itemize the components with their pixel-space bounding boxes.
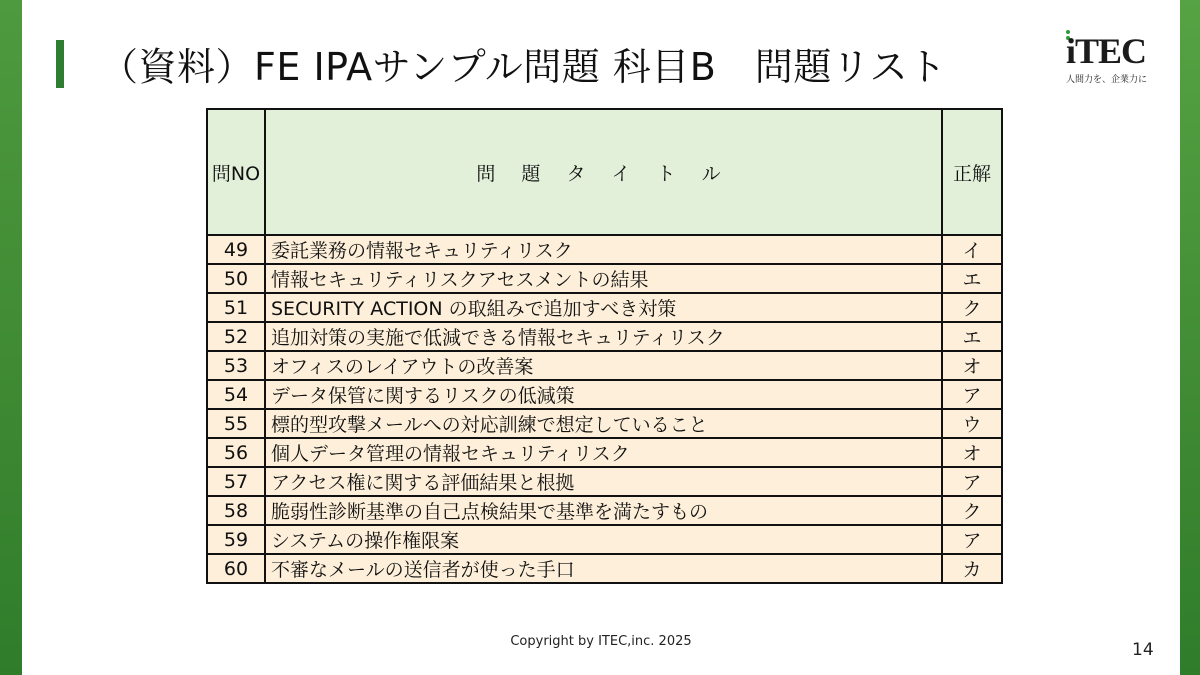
table-row bbox=[207, 293, 1002, 322]
row-answer: ウ bbox=[942, 409, 1002, 438]
row-title: 不審なメールの送信者が使った手口 bbox=[265, 554, 942, 583]
row-answer: カ bbox=[942, 554, 1002, 583]
header-answer: 正解 bbox=[942, 109, 1002, 235]
row-no: 50 bbox=[207, 264, 265, 293]
header-no: 問NO bbox=[207, 109, 265, 235]
right-decor-band bbox=[1180, 0, 1200, 675]
row-answer: オ bbox=[942, 351, 1002, 380]
row-no: 58 bbox=[207, 496, 265, 525]
header-title: 問 題 タ イ ト ル bbox=[265, 109, 942, 235]
row-title: 脆弱性診断基準の自己点検結果で基準を満たすもの bbox=[265, 496, 942, 525]
row-title: 情報セキュリティリスクアセスメントの結果 bbox=[265, 264, 942, 293]
table-row bbox=[207, 496, 1002, 525]
row-title: オフィスのレイアウトの改善案 bbox=[265, 351, 942, 380]
row-title: 追加対策の実施で低減できる情報セキュリティリスク bbox=[265, 322, 942, 351]
logo-text: iTEC bbox=[1066, 31, 1147, 71]
copyright-text: Copyright by ITEC,inc. 2025 bbox=[510, 634, 692, 649]
table-row bbox=[207, 467, 1002, 496]
row-no: 60 bbox=[207, 554, 265, 583]
table-row bbox=[207, 554, 1002, 583]
row-answer: イ bbox=[942, 235, 1002, 264]
row-no: 54 bbox=[207, 380, 265, 409]
row-title: データ保管に関するリスクの低減策 bbox=[265, 380, 942, 409]
row-title: 委託業務の情報セキュリティリスク bbox=[265, 235, 942, 264]
row-answer: オ bbox=[942, 438, 1002, 467]
row-no: 52 bbox=[207, 322, 265, 351]
row-title: システムの操作権限案 bbox=[265, 525, 942, 554]
row-title: 標的型攻撃メールへの対応訓練で想定していること bbox=[265, 409, 942, 438]
row-title: 個人データ管理の情報セキュリティリスク bbox=[265, 438, 942, 467]
row-no: 56 bbox=[207, 438, 265, 467]
row-no: 53 bbox=[207, 351, 265, 380]
row-answer: エ bbox=[942, 322, 1002, 351]
left-decor-band bbox=[0, 0, 22, 675]
logo-tagline: 人間力を、企業力に bbox=[1066, 75, 1148, 85]
row-answer: エ bbox=[942, 264, 1002, 293]
row-no: 51 bbox=[207, 293, 265, 322]
row-no: 57 bbox=[207, 467, 265, 496]
row-no: 49 bbox=[207, 235, 265, 264]
title-accent-bar bbox=[56, 40, 64, 88]
page-number: 14 bbox=[1132, 640, 1154, 660]
table-header-row bbox=[207, 109, 1002, 235]
table-row bbox=[207, 380, 1002, 409]
table-row bbox=[207, 351, 1002, 380]
table-row bbox=[207, 409, 1002, 438]
table-row bbox=[207, 322, 1002, 351]
table-row bbox=[207, 438, 1002, 467]
row-title: アクセス権に関する評価結果と根拠 bbox=[265, 467, 942, 496]
table-row bbox=[207, 235, 1002, 264]
itec-logo bbox=[1062, 30, 1172, 90]
table-row bbox=[207, 525, 1002, 554]
row-no: 55 bbox=[207, 409, 265, 438]
row-answer: ク bbox=[942, 496, 1002, 525]
row-answer: ク bbox=[942, 293, 1002, 322]
row-answer: ア bbox=[942, 525, 1002, 554]
row-answer: ア bbox=[942, 467, 1002, 496]
slide-title: （資料）FE IPAサンプル問題 科目B 問題リスト bbox=[100, 45, 947, 89]
table-row bbox=[207, 264, 1002, 293]
row-no: 59 bbox=[207, 525, 265, 554]
question-list-table bbox=[206, 108, 1003, 584]
row-title: SECURITY ACTION の取組みで追加すべき対策 bbox=[265, 293, 942, 322]
row-answer: ア bbox=[942, 380, 1002, 409]
slide bbox=[22, 0, 1180, 675]
